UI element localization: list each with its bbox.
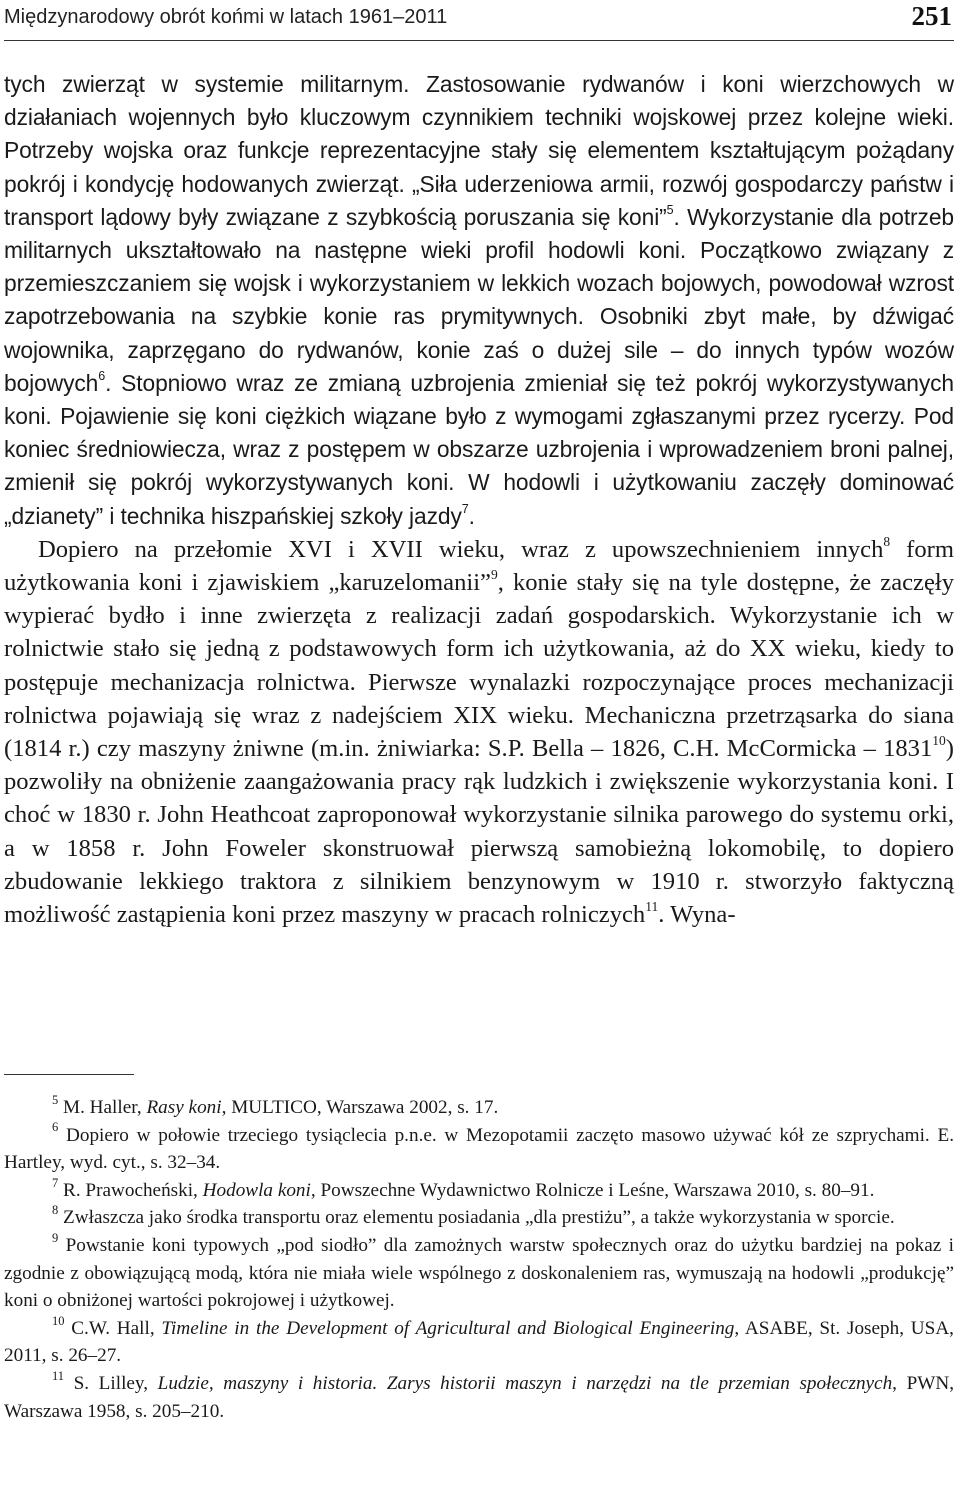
footnote-number: 8 (52, 1203, 59, 1218)
paragraph-2 (4, 533, 954, 931)
footnote (4, 1177, 954, 1205)
paragraph-2-text-d: ) pozwoliły na obniżenie zaangażowania pracy rąk ludzkich i zwiększenie wykorzystania koni. I choć w 1830 r. John Heathcoat zaproponował wykorzystanie silnika parowego do systemu orki, a w 1858 r. John Foweler skonstruował pierwszą samobieżną lokomobilę, to dopiero zbudowanie lekkiego traktora z silnikiem benzynowym w 1910 r. stworzyło faktyczną możliwość zastąpienia koni przez maszyny w pracach rolniczych (4, 735, 954, 929)
paragraph-1-text-a: tych zwierząt w systemie militarnym. Zastosowanie rydwanów i koni wierzchowych w działaniach wojennych było kluczowym czynnikiem techniki wojskowej przez kolejne wieki. Potrzeby wojska oraz funkcje reprezentacyjne stały się elementem kształtującym pożądany pokrój i kondycję hodowanych zwierząt. „Siła uderzeniowa armii, rozwój gospodarczy państw i transport lądowy były związane z szybkością poruszania się koni” (4, 71, 954, 230)
footnote-ref-8: 8 (883, 533, 891, 549)
footnote-number: 6 (52, 1120, 59, 1135)
footnote-number: 11 (52, 1368, 65, 1383)
footnote-ref-10: 10 (932, 732, 946, 748)
footnote-number: 10 (52, 1313, 65, 1328)
footnote-text: C.W. Hall, (64, 1317, 162, 1339)
paragraph-2-text-e: . Wyna- (658, 901, 736, 929)
footnote-ref-7: 7 (461, 502, 469, 517)
footnote (4, 1315, 954, 1370)
paragraph-1 (4, 68, 954, 533)
footnote-ref-6: 6 (98, 369, 106, 384)
footnote (4, 1204, 954, 1232)
paragraph-2-text-b: form użytkowania koni i zjawiskiem „karuzelomanii” (4, 535, 954, 597)
footnote (4, 1370, 954, 1425)
footnote-text: , Powszechne Wydawnictwo Rolnicze i Leśne, Warszawa 2010, s. 80–91. (310, 1179, 875, 1201)
footnote-number: 7 (52, 1175, 59, 1190)
footnote-text: Dopiero w połowie trzeciego tysiąclecia p.n.e. w Mezopotamii zaczęto masowo używać kół ze szprychami. E. Hartley, wyd. cyt., s. 32–34. (4, 1124, 954, 1174)
footnote-text: Zwłaszcza jako środka transportu oraz elementu posiadania „dla prestiżu”, a także wykorzystania w sporcie. (58, 1207, 895, 1229)
footnote-text: S. Lilley, (64, 1372, 158, 1394)
footnote-title: Rasy koni (146, 1097, 222, 1118)
footnote-title: Hodowla koni (202, 1179, 311, 1201)
running-title: Międzynarodowy obrót końmi w latach 1961–2011 (4, 6, 448, 28)
footnote (4, 1094, 954, 1122)
footnote (4, 1232, 954, 1315)
footnote-text: Powstanie koni typowych „pod siodło” dla zamożnych warstw społecznych oraz do użytku bardziej na pokaz i zgodnie z obowiązującą modą, która nie miała wiele wspólnego z doskonaleniem ras, wymuszają na hodowli „produkcję” koni o obniżonej wartości pokrojowej i użytkowej. (4, 1234, 954, 1312)
paragraph-1-text-b: . Wykorzystanie dla potrzeb militarnych ukształtowało na następne wieki profil hodowli koni. Początkowo związany z przemieszczaniem się wojsk i wykorzystaniem w lekkich wozach bojowych, powodował wzrost zapotrzebowania na szybkie konie ras prymitywnych. Osobniki zbyt małe, by dźwigać wojownika, zaprzęgano do rydwanów, konie zaś o dużej sile – do innych typów wozów bojowych (4, 203, 954, 396)
footnote-title: Timeline in the Development of Agricultural and Biological Engineering (161, 1317, 735, 1339)
footnote-text: , ASABE, St. Joseph, USA, 2011, s. 26–27. (4, 1317, 954, 1367)
paragraph-1-text-d: . (468, 502, 475, 529)
paragraph-2-text-c: , konie stały się na tyle dostępne, że zaczęły wypierać bydło i inne zwierzęta z realizacji zadań gospodarskich. Wykorzystanie ich w rolnictwie stało się jedną z podstawowych form ich użytkowania, aż do XX wieku, kiedy to postępuje mechanizacja rolnictwa. Pierwsze wynalazki rozpoczynające proces mechanizacji rolnictwa pojawiają się wraz z nadejściem XIX wieku. Mechaniczna przetrząsarka do siana (1814 r.) czy maszyny żniwne (m.in. żniwiarka: S.P. Bella – 1826, C.H. McCormicka – 1831 (4, 569, 954, 763)
footnote-ref-5: 5 (666, 203, 674, 218)
footnote-text: R. Prawocheński, (58, 1179, 203, 1201)
footnote-number: 9 (52, 1230, 59, 1245)
paragraph-1-text-c: . Stopniowo wraz ze zmianą uzbrojenia zmieniał się też pokrój wykorzystywanych koni. Pojawienie się koni ciężkich wiązane było z wymogami zgłaszanymi przez rycerzy. Pod koniec średniowiecza, wraz z postępem w obszarze uzbrojenia i wprowadzeniem broni palnej, zmienił się pokrój wykorzystywanych koni. W hodowli i użytkowaniu zaczęły dominować „dzianety” i technika hiszpańskiej szkoły jazdy (4, 369, 954, 529)
main-text (4, 68, 954, 931)
footnote-number: 5 (52, 1092, 59, 1107)
paragraph-2-text-a: Dopiero na przełomie XVI i XVII wieku, wraz z upowszechnieniem innych (38, 535, 884, 563)
footnote (4, 1122, 954, 1177)
footnote-text: , PWN, Warszawa 1958, s. 205–210. (4, 1372, 955, 1422)
footnote-ref-11: 11 (645, 898, 659, 914)
page-number: 251 (911, 1, 952, 31)
footnote-title: Ludzie, maszyny i historia. Zarys historii maszyn i narzędzi na tle przemian społecznych (157, 1372, 893, 1394)
footnotes (4, 1094, 954, 1425)
footnote-text: , MULTICO, Warszawa 2002, s. 17. (221, 1097, 499, 1118)
footnote-separator (4, 1074, 134, 1075)
footnote-ref-9: 9 (490, 566, 498, 582)
footnote-text: M. Haller, (58, 1097, 147, 1118)
page-header (4, 0, 954, 41)
